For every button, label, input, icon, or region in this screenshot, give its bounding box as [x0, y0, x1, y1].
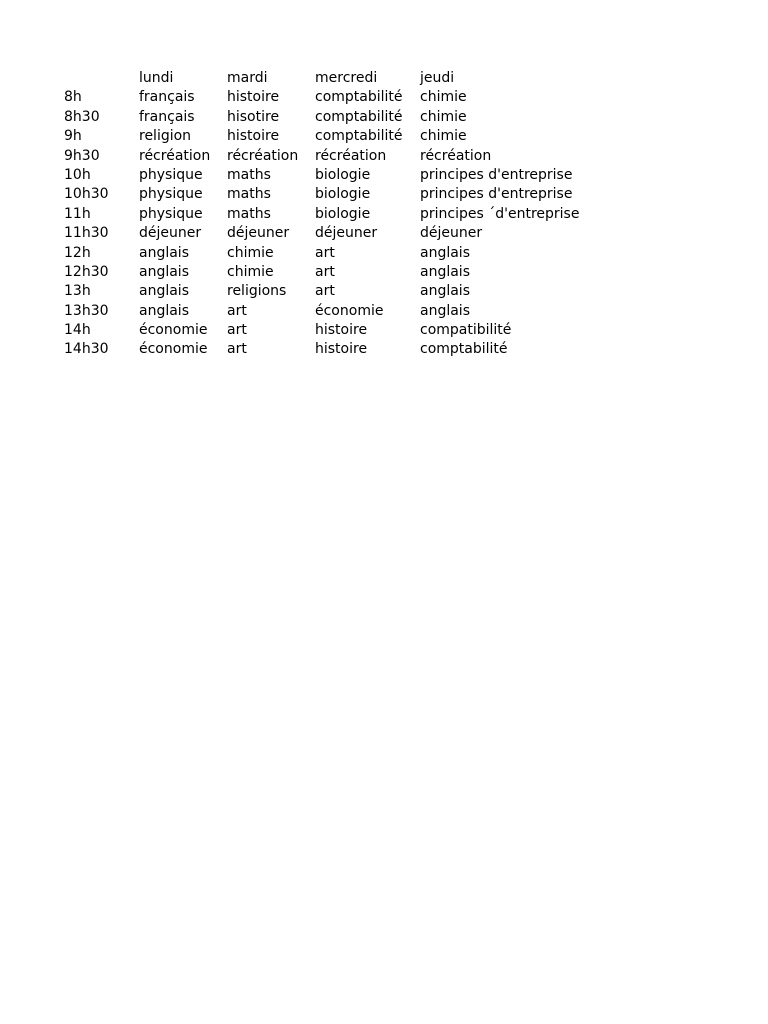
cell-tuesday: récréation: [227, 147, 299, 164]
cell-tuesday: histoire: [227, 128, 280, 145]
cell-thursday: chimie: [420, 89, 467, 106]
header-cell-tuesday: mardi: [227, 70, 268, 86]
cell-tuesday: religions: [227, 283, 287, 300]
table-row: [64, 302, 724, 321]
table-row: [64, 263, 724, 282]
cell-time: 10h: [64, 166, 91, 183]
cell-monday: physique: [139, 205, 203, 222]
cell-thursday: anglais: [420, 302, 470, 319]
cell-thursday: principes d'entreprise: [420, 186, 573, 203]
cell-time: 14h: [64, 322, 91, 339]
cell-wednesday: récréation: [315, 147, 387, 164]
cell-wednesday: biologie: [315, 166, 371, 183]
cell-wednesday: art: [315, 283, 335, 300]
cell-wednesday: biologie: [315, 205, 371, 222]
table-body: [64, 88, 724, 359]
table-row: [64, 88, 724, 107]
cell-wednesday: art: [315, 263, 335, 280]
table-row: [64, 205, 724, 224]
cell-time: 14h30: [64, 341, 109, 358]
cell-monday: français: [139, 108, 195, 125]
cell-time: 10h30: [64, 186, 109, 203]
table-row: [64, 340, 724, 359]
cell-thursday: chimie: [420, 108, 467, 125]
cell-tuesday: déjeuner: [227, 225, 290, 242]
header-cell-thursday: jeudi: [420, 70, 455, 86]
header-row: [64, 69, 724, 88]
schedule-table: [64, 69, 724, 360]
cell-monday: physique: [139, 166, 203, 183]
cell-time: 11h30: [64, 225, 109, 242]
cell-wednesday: art: [315, 244, 335, 261]
cell-wednesday: comptabilité: [315, 128, 403, 145]
cell-thursday: récréation: [420, 147, 492, 164]
table-row: [64, 185, 724, 204]
cell-tuesday: art: [227, 341, 247, 358]
cell-monday: anglais: [139, 302, 189, 319]
cell-tuesday: chimie: [227, 244, 274, 261]
cell-tuesday: maths: [227, 205, 271, 222]
cell-time: 9h30: [64, 147, 100, 164]
cell-time: 9h: [64, 128, 82, 145]
header-cell-monday: lundi: [139, 70, 174, 86]
cell-monday: économie: [139, 341, 208, 358]
cell-monday: physique: [139, 186, 203, 203]
cell-wednesday: histoire: [315, 341, 368, 358]
table-row: [64, 224, 724, 243]
cell-monday: déjeuner: [139, 225, 202, 242]
cell-wednesday: comptabilité: [315, 89, 403, 106]
cell-wednesday: déjeuner: [315, 225, 378, 242]
cell-thursday: comptabilité: [420, 341, 508, 358]
cell-time: 11h: [64, 205, 91, 222]
cell-wednesday: économie: [315, 302, 384, 319]
cell-time: 12h30: [64, 263, 109, 280]
cell-time: 8h30: [64, 108, 100, 125]
cell-thursday: anglais: [420, 244, 470, 261]
table-row: [64, 166, 724, 185]
table-row: [64, 244, 724, 263]
table-row: [64, 147, 724, 166]
cell-wednesday: histoire: [315, 322, 368, 339]
cell-monday: économie: [139, 322, 208, 339]
table-row: [64, 321, 724, 340]
cell-time: 8h: [64, 89, 82, 106]
cell-tuesday: maths: [227, 186, 271, 203]
cell-monday: religion: [139, 128, 192, 145]
cell-monday: français: [139, 89, 195, 106]
cell-tuesday: chimie: [227, 263, 274, 280]
cell-thursday: déjeuner: [420, 225, 483, 242]
cell-thursday: compatibilité: [420, 322, 512, 339]
cell-tuesday: histoire: [227, 89, 280, 106]
cell-thursday: principes ´d'entreprise: [420, 205, 580, 222]
cell-wednesday: biologie: [315, 186, 371, 203]
cell-thursday: principes d'entreprise: [420, 166, 573, 183]
cell-thursday: anglais: [420, 283, 470, 300]
cell-time: 13h: [64, 283, 91, 300]
cell-monday: anglais: [139, 263, 189, 280]
header-cell-wednesday: mercredi: [315, 70, 378, 86]
cell-tuesday: art: [227, 302, 247, 319]
table-row: [64, 108, 724, 127]
cell-thursday: chimie: [420, 128, 467, 145]
cell-thursday: anglais: [420, 263, 470, 280]
cell-wednesday: comptabilité: [315, 108, 403, 125]
cell-time: 13h30: [64, 302, 109, 319]
cell-monday: anglais: [139, 244, 189, 261]
table-row: [64, 127, 724, 146]
cell-tuesday: art: [227, 322, 247, 339]
cell-tuesday: maths: [227, 166, 271, 183]
cell-monday: anglais: [139, 283, 189, 300]
cell-time: 12h: [64, 244, 91, 261]
cell-tuesday: hisotire: [227, 108, 280, 125]
cell-monday: récréation: [139, 147, 211, 164]
table-row: [64, 282, 724, 301]
